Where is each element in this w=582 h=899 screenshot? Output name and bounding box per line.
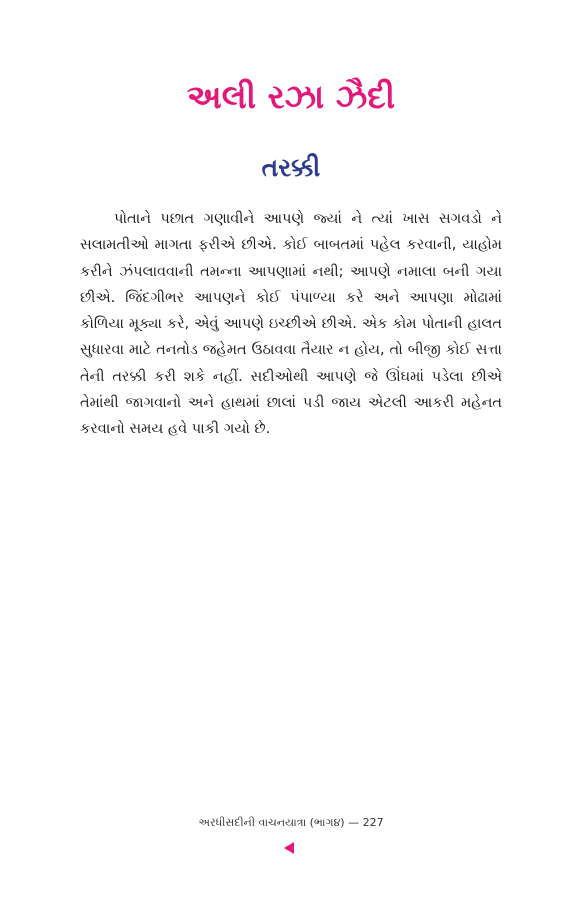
page-footer	[0, 815, 582, 831]
footer-separator: —	[348, 816, 360, 829]
author-name: અલી રઝા ઝૈદી	[186, 77, 396, 116]
book-title: અરધીસદીની વાચનયાત્રા (ભાગ૪)	[198, 816, 345, 829]
body-paragraph: પોતાને પછાત ગણાવીને આપણે જ્યાં ને ત્યાં ખાસ સગવડો ને સલામતીઓ માગતા ફરીએ છીએ. કોઈ બાબતમાં પહેલ કરવાની, યાહોમ કરીને ઝંપલાવવાની તમન્ના આપણામાં નથી; આપણે નમાલા બની ગયા છીએ. જિંદગીભર આપણને કોઈ પંપાળ્યા કરે અને આપણા મોઢામાં કોળિયા મૂક્યા કરે, એવું આપણે ઇચ્છીએ છીએ. એક કોમ પોતાની હાલત સુધારવા માટે તનતોડ જહેમત ઉઠાવવા તૈયાર ન હોય, તો બીજી કોઈ સત્તા તેની તરક્કી કરી શકે નહીં. સદીઓથી આપણે જે ઊંઘમાં પડેલા છીએ તેમાંથી જાગવાનો અને હાથમાં છાલાં પડી જાય એટલી આકરી મહેનત કરવાનો સમય હવે પાકી ગયો છે.	[80, 211, 502, 438]
page-number: 227	[362, 816, 384, 829]
chapter-title: તરક્કી	[261, 153, 321, 182]
previous-page-arrow-icon[interactable]	[284, 842, 294, 854]
